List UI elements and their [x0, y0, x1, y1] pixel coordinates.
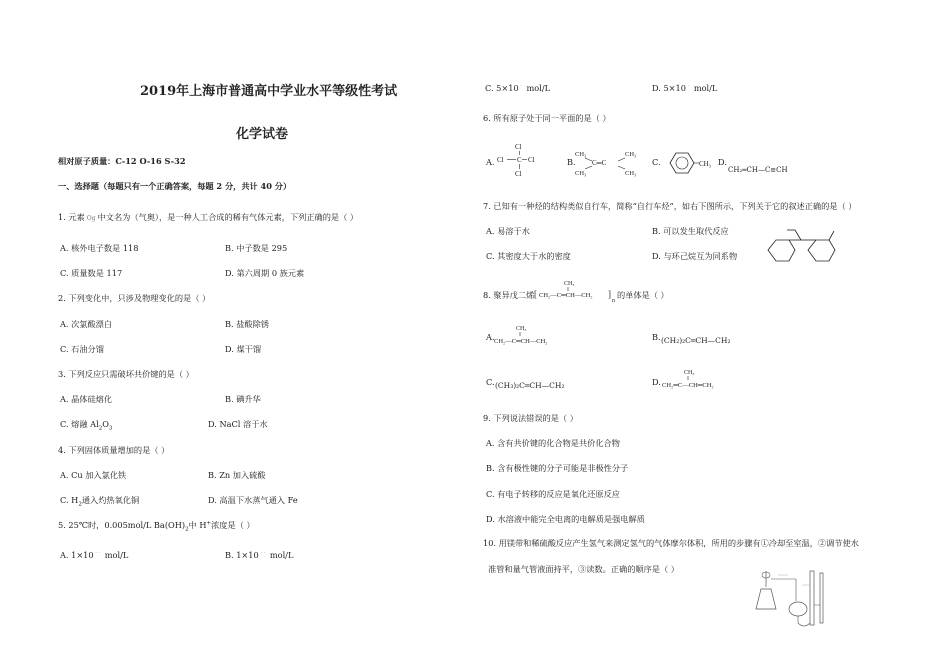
q6-a-structure [496, 140, 546, 180]
q6-option-b[interactable]: B. [567, 157, 576, 167]
q8-option-a[interactable]: A. [486, 332, 495, 342]
q8-option-d[interactable]: D. [652, 377, 661, 387]
q1-option-a[interactable]: A. 核外电子数是 118 [60, 243, 139, 253]
q8-a-chain: CH₂—C═CH—CH₂ [494, 338, 548, 345]
q9-option-d[interactable]: D. 水溶液中能完全电离的电解质是强电解质 [486, 514, 645, 524]
q6-b-ch3-br: CH₃ [625, 170, 637, 177]
q2-option-d[interactable]: D. 煤干馏 [225, 344, 262, 354]
q1-option-d[interactable]: D. 第六周期 0 族元素 [225, 268, 305, 278]
q8-d-structure [660, 366, 740, 392]
gas-measurement-apparatus-diagram [752, 565, 832, 633]
q8-a-ch3: CH₃ [516, 326, 527, 332]
q3-c-text-b: O [102, 419, 109, 429]
q4-option-d[interactable]: D. 高温下水蒸气通入 Fe [208, 495, 298, 505]
q2-option-a[interactable]: A. 次氯酸漂白 [60, 319, 113, 329]
q8-poly-ch3: CH₃ [564, 281, 575, 287]
q6-a-cl-left: Cl [497, 156, 504, 164]
q5-b-unit: mol/L [269, 550, 294, 560]
q5-option-b[interactable]: B. 1×10 - - mol/L [225, 550, 294, 560]
q8-c-formula: (CH₃)₂C═CH—CH₂ [495, 381, 565, 390]
q5-c-unit: mol/L [526, 83, 551, 93]
q8-a-structure [494, 322, 574, 348]
q5-option-a[interactable]: A. 1×10 - - mol/L [60, 550, 129, 560]
q8-poly-chain: CH₂—C═CH—CH₂ [539, 292, 593, 299]
question-9-stem: 9. 下列说法错误的是（ ） [483, 413, 578, 423]
q3-c-text-a: C. 熔融 Al [60, 419, 99, 429]
question-2-stem: 2. 下列变化中，只涉及物理变化的是（ ） [58, 293, 211, 303]
q6-a-cl-bottom: Cl [515, 170, 522, 178]
q3-c-sub-2: 3 [108, 425, 113, 432]
q6-b-structure [575, 148, 645, 178]
q1-stem-part-a: 1. 元素 [58, 212, 85, 222]
q6-option-a[interactable]: A. [486, 157, 495, 167]
question-5-stem [58, 520, 255, 533]
q5-d-unit: mol/L [693, 83, 718, 93]
q8-b-formula: (CH₂)₂C═CH—CH₂ [661, 336, 731, 345]
q5-stem-b: 中 H [188, 520, 207, 530]
q4-c-sub: 2 [78, 501, 82, 508]
q6-option-c[interactable]: C. [652, 157, 661, 167]
q4-c-text-a: C. H [60, 495, 79, 505]
q6-b-ch3-bl: CH₃ [575, 170, 587, 177]
question-4-stem: 4. 下列固体质量增加的是（ ） [58, 445, 170, 455]
svg-text:]: ] [608, 289, 611, 299]
q5-stem-sup: + [206, 520, 212, 527]
q7-option-b[interactable]: B. 可以发生取代反应 [652, 226, 729, 236]
q6-b-ch3-tr: CH₃ [625, 151, 637, 158]
q6-a-cl-right: Cl [528, 156, 535, 164]
q6-d-formula: CH₂═CH—C≡CH [728, 166, 788, 174]
section-heading: 一、选择题（每题只有一个正确答案，每题 2 分，共计 40 分） [58, 181, 292, 191]
q2-option-b[interactable]: B. 盐酸除锈 [225, 319, 269, 329]
q5-d-value: D. 5×10 [652, 83, 686, 93]
q6-c-toluene-structure [662, 148, 722, 178]
q6-c-ch3: CH₃ [699, 160, 712, 168]
q5-stem-c: 浓度是（ ） [211, 520, 255, 530]
q3-option-a[interactable]: A. 晶体硅熔化 [60, 394, 113, 404]
question-1-stem [58, 212, 358, 223]
q3-option-c[interactable] [60, 419, 112, 432]
q4-option-b[interactable]: B. Zn 加入硫酸 [208, 470, 266, 480]
question-7-stem: 7. 已知有一种烃的结构类似自行车，简称“自行车烃”，如右下图所示，下列关于它的叙述正确的是（ ） [483, 201, 857, 211]
q3-option-b[interactable]: B. 碘升华 [225, 394, 261, 404]
q2-option-c[interactable]: C. 石油分馏 [60, 344, 104, 354]
question-6-stem: 6. 所有原子处于同一平面的是（ ） [483, 113, 611, 123]
q6-option-d[interactable]: D. [718, 157, 727, 167]
q5-a-value: A. 1×10 [60, 550, 94, 560]
q8-stem-b: 的单体是（ ） [617, 290, 669, 300]
q6-b-ch3-tl: CH₃ [575, 151, 587, 158]
q4-c-text-b: 通入灼热氧化铜 [81, 495, 140, 505]
svg-text:[: [ [534, 289, 537, 299]
q1-stem-part-b: 中文名为（气奥），是一种人工合成的稀有气体元素，下列正确的是（ ） [97, 212, 359, 222]
q3-c-sub-1: 2 [98, 425, 103, 432]
q5-option-d[interactable]: D. 5×10 - mol/L [652, 83, 718, 93]
q5-b-value: B. 1×10 [225, 550, 259, 560]
q1-option-b[interactable]: B. 中子数是 295 [225, 243, 288, 253]
q5-c-value: C. 5×10 [485, 83, 519, 93]
q3-option-d[interactable]: D. NaCl 溶于水 [208, 419, 268, 429]
q4-option-a[interactable]: A. Cu 加入氯化铁 [60, 470, 127, 480]
question-10-stem-line-1: 10. 用镁带和稀硫酸反应产生氢气来测定氢气的气体摩尔体积，所用的步骤有①冷却至室温，②调节使水 [483, 538, 859, 548]
q8-d-chain: CH₂═C—CH═CH₂ [662, 382, 714, 389]
q9-option-c[interactable]: C. 有电子转移的反应是氧化还原反应 [486, 489, 620, 499]
q8-option-c[interactable]: C. [486, 377, 495, 387]
question-10-stem-line-2: 准管和量气管液面持平，③读数。正确的顺序是（ ） [488, 564, 679, 574]
q8-poly-n: n [612, 298, 615, 304]
q1-element-symbol: Og [86, 215, 96, 222]
atomic-mass-line: 相对原子质量：C-12 O-16 S-32 [58, 156, 186, 166]
q5-stem-sub: 2 [185, 526, 189, 533]
q6-b-center: C═C [592, 159, 607, 167]
q7-option-c[interactable]: C. 其密度大于水的密度 [486, 251, 571, 261]
q9-option-a[interactable]: A. 含有共价键的化合物是共价化合物 [486, 438, 620, 448]
bicycle-hydrocarbon-diagram [763, 218, 853, 268]
q8-d-ch3: CH₃ [684, 370, 695, 376]
q8-stem-a: 8. 聚异戊二烯 [483, 290, 535, 300]
q6-a-cl-top: Cl [515, 143, 522, 151]
q4-option-c[interactable] [60, 495, 139, 508]
question-3-stem: 3. 下列反应只需破坏共价键的是（ ） [58, 369, 194, 379]
q5-option-c[interactable]: C. 5×10 - mol/L [485, 83, 551, 93]
q7-option-a[interactable]: A. 易溶于水 [486, 226, 530, 236]
q1-option-c[interactable]: C. 质量数是 117 [60, 268, 123, 278]
q9-option-b[interactable]: B. 含有极性键的分子可能是非极性分子 [486, 463, 629, 473]
q8-option-b[interactable]: B. [652, 332, 661, 342]
exam-subtitle: 化学试卷 [236, 127, 289, 142]
q7-option-d[interactable]: D. 与环己烷互为同系物 [652, 251, 738, 261]
q5-a-unit: mol/L [104, 550, 129, 560]
question-8-stem [483, 290, 534, 301]
exam-title: 2019年上海市普通高中学业水平等级性考试 [140, 84, 398, 99]
q8-polymer-formula [534, 278, 624, 306]
q5-stem-a: 5. 25℃时，0.005mol/L Ba(OH) [58, 520, 186, 530]
q6-a-c: C [517, 156, 522, 164]
